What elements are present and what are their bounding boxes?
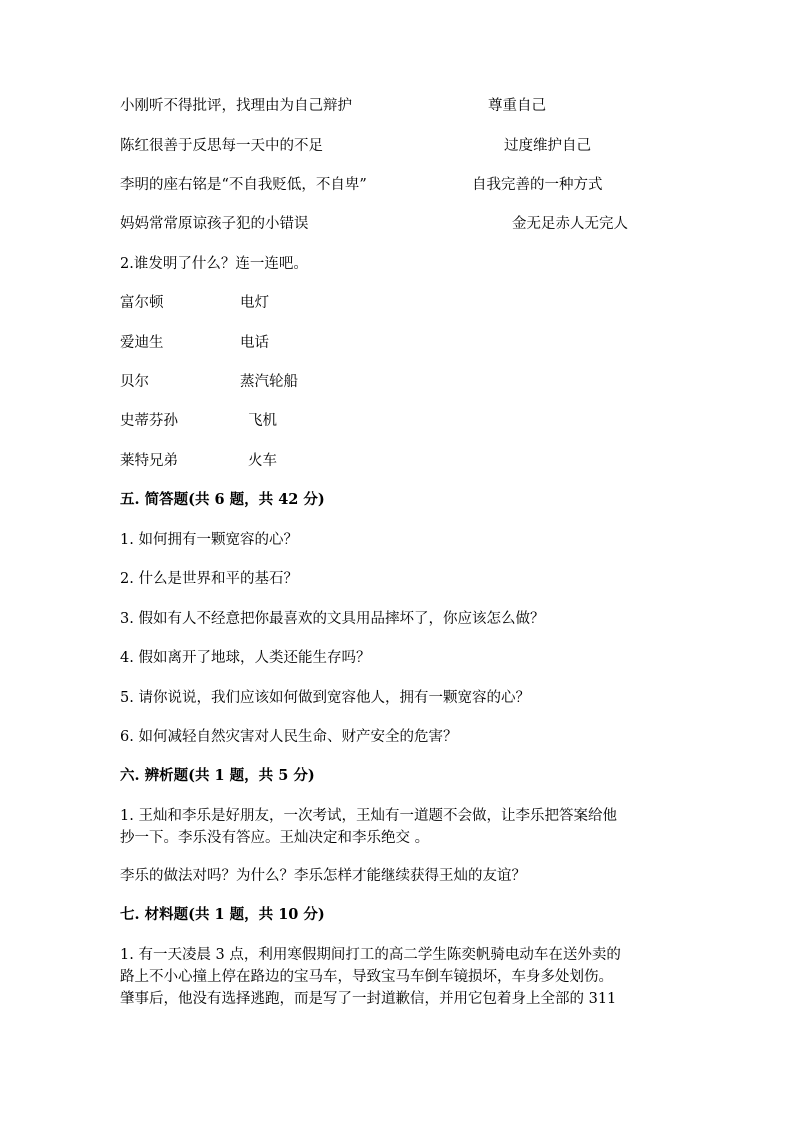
paragraph-line: 路上不小心撞上停在路边的宝马车，导致宝马车倒车镜损坏，车身多处划伤。 — [120, 969, 613, 985]
match-row — [120, 175, 680, 195]
invention: 火车 — [248, 453, 277, 469]
match-row — [120, 96, 680, 116]
inventor: 爱迪生 — [120, 335, 164, 351]
invention-row — [120, 293, 680, 313]
match-row — [120, 136, 680, 156]
section-heading: 六. 辨析题(共 1 题，共 5 分) — [120, 767, 315, 784]
section-heading: 七. 材料题(共 1 题，共 10 分) — [120, 906, 325, 923]
paragraph-line: 抄一下。李乐没有答应。王灿决定和李乐绝交 。 — [120, 830, 430, 846]
question: 2. 什么是世界和平的基石？ — [120, 571, 298, 587]
invention-row — [120, 411, 680, 431]
invention: 电话 — [240, 335, 269, 351]
invention: 蒸汽轮船 — [240, 374, 298, 390]
match-left: 妈妈常常原谅孩子犯的小错误 — [120, 216, 309, 232]
paragraph-line: 肇事后，他没有选择逃跑，而是写了一封道歉信，并用它包着身上全部的 311 — [120, 991, 617, 1007]
section-heading: 五. 简答题(共 6 题，共 42 分) — [120, 491, 325, 508]
invention: 电灯 — [240, 295, 269, 311]
invention: 飞机 — [248, 413, 277, 429]
match-row — [120, 214, 680, 234]
question: 3. 假如有人不经意把你最喜欢的文具用品摔坏了，你应该怎么做？ — [120, 611, 545, 627]
invention-row — [120, 372, 680, 392]
match-right: 金无足赤人无完人 — [512, 216, 628, 232]
match-left: 陈红很善于反思每一天中的不足 — [120, 138, 323, 154]
question-paragraph — [120, 805, 680, 849]
match-left: 小刚听不得批评，找理由为自己辩护 — [120, 98, 352, 114]
invention-row — [120, 333, 680, 353]
question: 5. 请你说说，我们应该如何做到宽容他人，拥有一颗宽容的心？ — [120, 690, 530, 706]
question: 李乐的做法对吗？为什么？李乐怎样才能继续获得王灿的友谊？ — [120, 868, 526, 884]
inventor: 史蒂芬孙 — [120, 413, 178, 429]
match-left: 李明的座右铭是“不自我贬低，不自卑” — [120, 177, 367, 193]
paragraph-line: 1. 王灿和李乐是好朋友，一次考试，王灿有一道题不会做，让李乐把答案给他 — [120, 808, 617, 824]
question: 1. 如何拥有一颗宽容的心？ — [120, 532, 298, 548]
inventor: 莱特兄弟 — [120, 453, 178, 469]
material-paragraph — [120, 944, 680, 1010]
question: 6. 如何减轻自然灾害对人民生命、财产安全的危害？ — [120, 729, 458, 745]
match-right: 尊重自己 — [488, 98, 546, 114]
paragraph-line: 1. 有一天凌晨 3 点，利用寒假期间打工的高二学生陈奕帆骑电动车在送外卖的 — [120, 947, 621, 963]
match-right: 过度维护自己 — [504, 138, 591, 154]
inventor: 贝尔 — [120, 374, 149, 390]
invention-row — [120, 451, 680, 471]
question: 4. 假如离开了地球，人类还能生存吗？ — [120, 650, 371, 666]
inventor: 富尔顿 — [120, 295, 164, 311]
question-prompt: 2.谁发明了什么？连一连吧。 — [120, 256, 308, 272]
match-right: 自我完善的一种方式 — [472, 177, 603, 193]
